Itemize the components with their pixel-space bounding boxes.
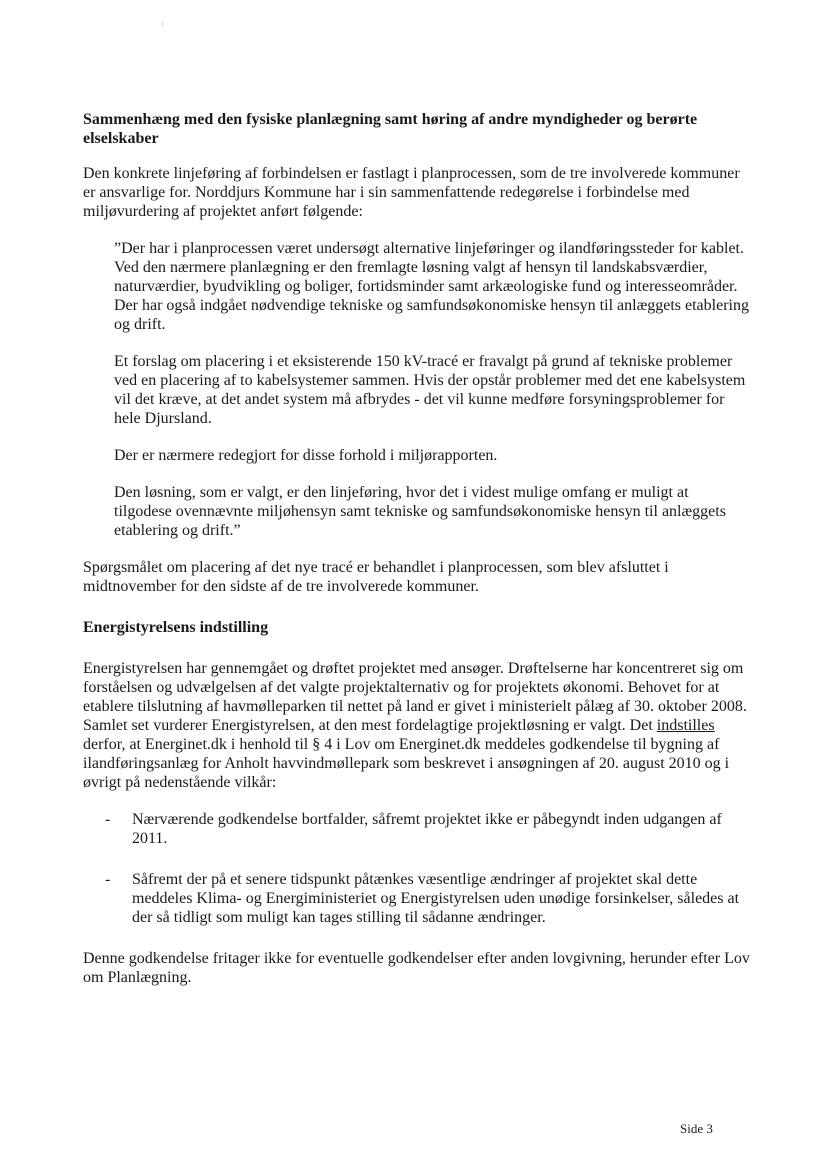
dash-bullet: - — [105, 811, 111, 828]
quote-paragraph-2: Et forslag om placering i et eksisterende 150 kV-tracé er fravalgt på grund af tekniske problemer ved en placering af to kabelsystemer sammen. Hvis der opstår problemer med det ene kabelsystem vil det kræve, at det andet system må afbrydes - det vil kunne medføre forsyningsproblemer for hele Djursland. — [114, 353, 746, 427]
paragraph-trace: Spørgsmålet om placering af det nye tracé er behandlet i planprocessen, som blev afsluttet i midtnovember for den sidste af de tre involverede kommuner. — [83, 559, 669, 595]
recommendation-underlined-word: indstilles — [656, 717, 715, 734]
quote-paragraph-4: Den løsning, som er valgt, er den linjeføring, hvor det i videst mulige omfang er muligt at tilgodese ovennævnte miljøhensyn samt tekniske og samfundsøkonomiske hensyn til anlæggets etablering og drift.” — [114, 484, 726, 539]
recommendation-text-end: derfor, at Energinet.dk i henhold til § 4 i Lov om Energinet.dk meddeles godkendelse til bygning af ilandføringsanlæg for Anholt havvindmøllepark som beskrevet i ansøgningen af 20. august 2010 og i øvrigt på nedenstående vilkår: — [83, 736, 730, 791]
block-quote — [114, 239, 750, 540]
quote-paragraph-1: ”Der har i planprocessen været undersøgt alternative linjeføringer og ilandføringssteder for kablet. Ved den nærmere planlægning er den fremlagte løsning valgt af hensyn til landskabsværdier, naturværdier, byudvikling og boliger, fortidsminder samt arkæologiske fund og interesseområder. Der har også indgået nødvendige tekniske og samfundsøkonomiske hensyn til anlæggets etablering og drift. — [114, 240, 749, 333]
paragraph-recommendation — [83, 659, 755, 792]
scan-speck — [162, 22, 163, 26]
condition-text: Nærværende godkendelse bortfalder, såfremt projektet ikke er påbegyndt inden udgangen af 2011. — [132, 811, 722, 847]
section-heading-planning: Sammenhæng med den fysiske planlægning samt høring af andre myndigheder og berørte elselskaber — [83, 111, 698, 147]
conditions-list — [83, 810, 755, 927]
list-item — [83, 810, 755, 848]
quote-paragraph-3: Der er nærmere redegjort for disse forhold i miljørapporten. — [114, 447, 498, 464]
list-item — [83, 870, 755, 927]
paragraph-route: Den konkrete linjeføring af forbindelsen er fastlagt i planprocessen, som de tre involverede kommuner er ansvarlige for. Norddjurs Kommune har i sin sammenfattende redegørelse i forbindelse med miljøvurdering af projektet anført følgende: — [83, 165, 740, 220]
document-body — [83, 110, 755, 1005]
page-number: Side 3 — [680, 1121, 713, 1136]
dash-bullet: - — [105, 871, 111, 888]
section-heading-recommendation: Energistyrelsens indstilling — [83, 619, 269, 636]
paragraph-closing: Denne godkendelse fritager ikke for eventuelle godkendelser efter anden lovgivning, herunder efter Lov om Planlægning. — [83, 950, 750, 986]
recommendation-text-start: Energistyrelsen har gennemgået og drøftet projektet med ansøger. Drøftelserne har koncentreret sig om forståelsen og udvælgelsen af det valgte projektalternativ og for projektets økonomi. Behovet for at etablere tilslutning af havmølleparken til nettet på land er givet i ministerielt pålæg af 30. oktober 2008. Samlet set vurderer Energistyrelsen, at den mest fordelagtige projektløsning er valgt. Det — [83, 660, 747, 734]
condition-text: Såfremt der på et senere tidspunkt påtænkes væsentlige ændringer af projektet skal dette meddeles Klima- og Energiministeriet og Energistyrelsen uden unødige forsinkelser, således at der så tidligt som muligt kan tages stilling til sådanne ændringer. — [132, 871, 740, 926]
